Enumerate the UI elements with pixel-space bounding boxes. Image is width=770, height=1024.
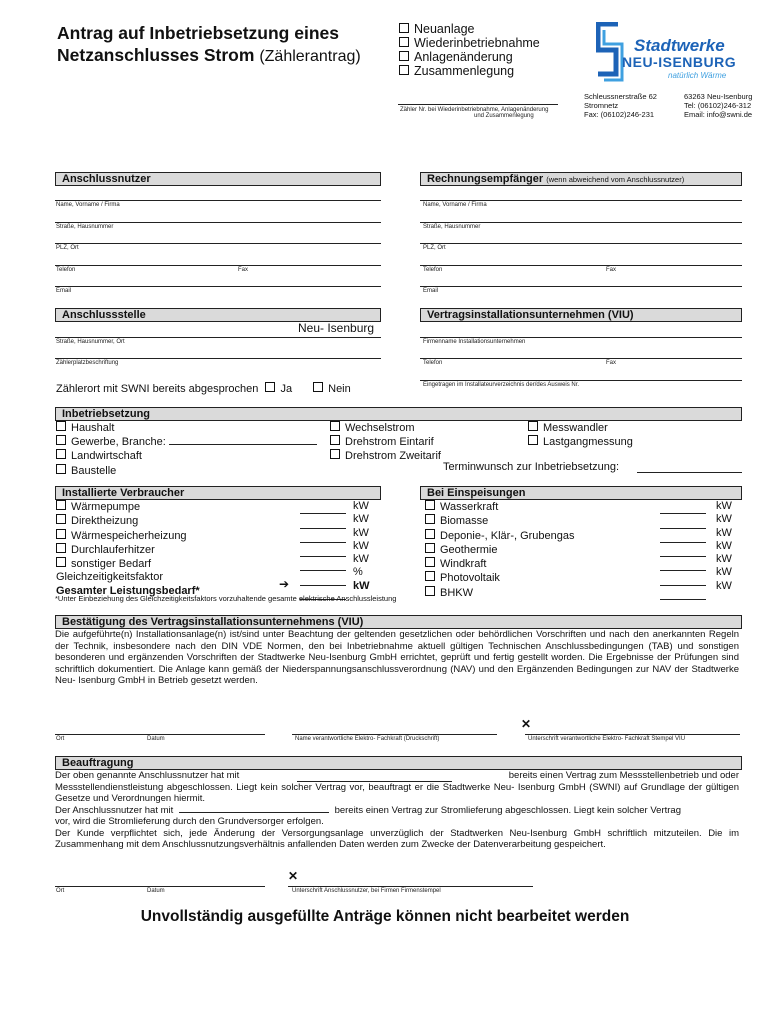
gleichzeitigkeit-label: Gleichzeitigkeitsfaktor <box>56 571 163 584</box>
application-type-options <box>399 22 540 78</box>
field-label-plz: PLZ, Ort <box>423 245 446 251</box>
field-label-eingetragen: Eingetragen im Installateurverzeichnis der/des Ausweis Nr. <box>423 382 580 388</box>
logo-text-1: Stadtwerke <box>634 36 725 55</box>
option-wiederinbetriebnahme[interactable]: Wiederinbetriebnahme <box>399 36 540 50</box>
field-label-name: Name, Vorname / Firma <box>56 202 120 208</box>
option-zusammenlegung[interactable]: Zusammenlegung <box>399 64 540 78</box>
input-messstellenbetreiber[interactable] <box>297 770 452 782</box>
input-phone[interactable] <box>420 286 742 287</box>
signature-x-icon: ✕ <box>521 717 532 731</box>
section-anschlussstelle: Anschlussstelle <box>55 308 381 322</box>
section-einspeisungen: Bei Einspeisungen <box>420 486 742 500</box>
option-deponiegas[interactable]: Deponie-, Klär-, Grubengas <box>425 529 575 543</box>
address-block: Schleussnerstraße 62 Stromnetz Fax: (06102)246-231 <box>584 92 657 119</box>
option-anlagenaenderung[interactable]: Anlagenänderung <box>399 50 540 64</box>
zaehler-nr-label: Zähler Nr. bei Wiederinbetriebnahme, Anlagenänderung und Zusammenlegung <box>400 107 549 119</box>
input-kw[interactable] <box>300 557 346 571</box>
gesamt-label: Gesamter Leistungsbedarf* <box>56 584 200 597</box>
option-biomasse[interactable]: Biomasse <box>425 514 575 528</box>
input-kw[interactable] <box>300 543 346 557</box>
input-kw[interactable] <box>300 500 346 514</box>
checkbox[interactable] <box>399 23 409 33</box>
sig-label-name: Name verantwortliche Elektro- Fachkraft (Druckschrift) <box>295 736 440 742</box>
field-label-phone: Telefon <box>56 267 76 273</box>
input-plz[interactable] <box>55 265 381 266</box>
option-geothermie[interactable]: Geothermie <box>425 543 575 557</box>
checkbox[interactable] <box>399 37 409 47</box>
section-viu: Vertragsinstallationsunternehmen (VIU) <box>420 308 742 322</box>
inbetriebsetzung-col2 <box>330 421 441 464</box>
option-wechselstrom[interactable]: Wechselstrom <box>330 421 441 435</box>
option-windkraft[interactable]: Windkraft <box>425 557 575 571</box>
sig-label-ort: Ort <box>56 888 65 894</box>
einspeisungen-inputs <box>660 500 706 600</box>
option-durchlauferhitzer[interactable]: Durchlauferhitzer <box>56 543 200 557</box>
field-label-street: Straße, Hausnummer <box>56 224 114 230</box>
input-street[interactable] <box>55 243 381 244</box>
title-subtitle: (Zählerantrag) <box>259 48 361 65</box>
input-kw[interactable] <box>660 529 706 543</box>
title-line-2: Netzanschlusses Strom <box>57 45 255 65</box>
field-label-firma: Firmenname Installationsunternehmen <box>423 339 526 345</box>
option-gewerbe[interactable]: Gewerbe, Branche: <box>56 435 317 449</box>
option-landwirtschaft[interactable]: Landwirtschaft <box>56 449 317 463</box>
input-kw[interactable] <box>660 500 706 514</box>
input-name-fachkraft[interactable] <box>292 734 497 735</box>
inbetriebsetzung-col1 <box>56 421 317 478</box>
input-zaehlerplatz[interactable] <box>55 358 381 359</box>
inbetriebsetzung-col3 <box>528 421 633 449</box>
input-terminwunsch[interactable] <box>637 472 742 473</box>
field-label-fax: Fax <box>606 360 617 366</box>
input-plz[interactable] <box>420 265 742 266</box>
input-eingetragen[interactable] <box>420 380 742 381</box>
input-street-ort[interactable] <box>55 337 381 338</box>
input-firma[interactable] <box>420 337 742 338</box>
input-unterschrift-nutzer[interactable] <box>288 886 533 887</box>
verbraucher-units: kW kW kW kW kW % kW <box>353 500 370 592</box>
form-title <box>57 22 361 68</box>
field-label-fax: Fax <box>606 267 617 273</box>
sig-label-ort: Ort <box>56 736 65 742</box>
option-lastgangmessung[interactable]: Lastgangmessung <box>528 435 633 449</box>
input-kw[interactable] <box>660 514 706 528</box>
input-kw[interactable] <box>300 529 346 543</box>
zaehlerort-question: Zählerort mit SWNI bereits abgesprochen Ja Nein <box>56 383 351 395</box>
checkbox[interactable] <box>399 51 409 61</box>
bestaetigung-text: Die aufgeführte(n) Installationsanlage(n) ist/sind unter Beachtung der geltenden gesetzlichen oder behördlichen Vorschriften und nach den anerkannten Regeln der Technik, insbesondere nach den DIN VDE Normen, den bei Inbetriebnahme aktuell gültigen Technischen Anschlussbedingungen (TAB) und sonstigen besonderen und ergänzenden Vorschriften der Stadtwerke Neu-Isenburg GmbH errichtet, geprüft und fertig gestellt worden. Die Ergebnisse der Prüfungen sind schriftlich dokumentiert. Die Anlage kann gemäß der Niederspannungsanschlussverordnung (NAV) und den Ergänzenden Bedingungen zur NAV der Stadtwerke Neu- Isenburg GmbH in Betrieb gesetzt werden. <box>55 629 739 686</box>
field-label-email: Email <box>423 288 439 294</box>
field-label-name: Name, Vorname / Firma <box>423 202 487 208</box>
option-sonstiger-bedarf[interactable]: sonstiger Bedarf <box>56 557 200 571</box>
field-label-street: Straße, Hausnummer <box>423 224 481 230</box>
section-bestaetigung: Bestätigung des Vertragsinstallationsunternehmens (VIU) <box>55 615 742 629</box>
field-label-phone: Telefon <box>423 267 443 273</box>
field-label-street-ort: Straße, Hausnummer, Ort <box>56 339 125 345</box>
input-name[interactable] <box>420 222 742 223</box>
input-viu-phone[interactable] <box>420 358 742 359</box>
section-anschlussnutzer: Anschlussnutzer <box>55 172 381 186</box>
contact-block: 63263 Neu-Isenburg Tel: (06102)246-312 Email: info@swni.de <box>684 92 753 119</box>
section-inbetriebsetzung: Inbetriebsetzung <box>55 407 742 421</box>
footer-warning: Unvollständig ausgefüllte Anträge können nicht bearbeitet werden <box>140 908 630 925</box>
sig-label-datum: Datum <box>147 888 165 894</box>
option-waermespeicherheizung[interactable]: Wärmespeicherheizung <box>56 529 200 543</box>
option-waermepumpe[interactable]: Wärmepumpe <box>56 500 200 514</box>
input-kw[interactable] <box>660 586 706 600</box>
beauftragung-text: Der oben genannte Anschlussnutzer hat mit bereits einen Vertrag zum Messstellenbetrieb und oder Messstellendienstleistung abgeschlossen. Liegt kein solcher Vertrag vor, beauftragt er die Stadtwerke Neu- Isenburg GmbH (SWNI) auf Grundlage der gültigen Gesetze und Verordnungen hiermit. Der Anschlussnutzer hat mit bereits einen Vertrag zur Stromlieferung abgeschlossen. Liegt kein solcher Vertrag vor, wird die Stromlieferung durch den Grundversorger erfolgen. Der Kunde verpflichtet sich, jede Änderung der Versorgungsanlage unverzüglich der Stadtwerken Neu-Isenburg GmbH schriftlich mitzuteilen. Die im Zusammenhang mit dem Anschlussnutzungsverhältnis anfallenden Daten werden zum Zwecke der Datenverarbeitung gespeichert. <box>55 770 739 850</box>
verbraucher-inputs <box>300 500 346 600</box>
option-drehstrom-zweitarif[interactable]: Drehstrom Zweitarif <box>330 449 441 463</box>
einspeisungen-list <box>425 500 575 600</box>
checkbox-ja[interactable] <box>265 382 275 392</box>
sig-label-unterschrift: Unterschrift Anschlussnutzer, bei Firmen Firmenstempel <box>292 888 441 894</box>
option-photovoltaik[interactable]: Photovoltaik <box>425 571 575 585</box>
input-unterschrift-viu[interactable] <box>525 734 740 735</box>
section-rechnungsempfaenger: Rechnungsempfänger (wenn abweichend vom Anschlussnutzer) <box>420 172 742 186</box>
option-baustelle[interactable]: Baustelle <box>56 464 317 478</box>
input-phone[interactable] <box>55 286 381 287</box>
input-kw[interactable] <box>660 571 706 585</box>
field-label-zaehlerplatz: Zählerplatzbeschriftung <box>56 360 119 366</box>
verbraucher-footnote: *Unter Einbeziehung des Gleichzeitigkeitsfaktors vorzuhaltende gesamte elektrische Anschlussleistung <box>55 594 397 603</box>
input-percent[interactable] <box>300 571 346 585</box>
einspeisungen-units: kW kW kW kW kW kW kW <box>716 500 732 592</box>
signature-x-icon: ✕ <box>288 869 299 883</box>
checkbox-nein[interactable] <box>313 382 323 392</box>
option-messwandler[interactable]: Messwandler <box>528 421 633 435</box>
input-stromlieferant[interactable] <box>179 812 329 813</box>
option-neuanlage[interactable]: Neuanlage <box>399 22 540 36</box>
input-kw[interactable] <box>660 557 706 571</box>
field-label-fax: Fax <box>238 267 249 273</box>
input-kw[interactable] <box>660 543 706 557</box>
ort-value: Neu- Isenburg <box>298 321 375 335</box>
field-label-plz: PLZ, Ort <box>56 245 79 251</box>
section-verbraucher: Installierte Verbraucher <box>55 486 381 500</box>
option-drehstrom-eintarif[interactable]: Drehstrom Eintarif <box>330 435 441 449</box>
input-kw[interactable] <box>300 514 346 528</box>
option-direktheizung[interactable]: Direktheizung <box>56 514 200 528</box>
input-name[interactable] <box>55 222 381 223</box>
input-ort-datum[interactable] <box>55 886 265 887</box>
section-beauftragung: Beauftragung <box>55 756 742 770</box>
logo-text-2: NEU-ISENBURG <box>622 54 737 70</box>
sig-label-datum: Datum <box>147 736 165 742</box>
logo-tagline: natürlich Wärme <box>668 71 727 80</box>
checkbox[interactable] <box>399 65 409 75</box>
title-line-1: Antrag auf Inbetriebsetzung eines <box>57 23 339 43</box>
input-street[interactable] <box>420 243 742 244</box>
verbraucher-list <box>56 500 200 598</box>
arrow-icon: ➔ <box>279 577 290 591</box>
field-label-email: Email <box>56 288 72 294</box>
option-wasserkraft[interactable]: Wasserkraft <box>425 500 575 514</box>
option-haushalt[interactable]: Haushalt <box>56 421 317 435</box>
field-label-phone: Telefon <box>423 360 443 366</box>
input-ort-datum[interactable] <box>55 734 265 735</box>
zaehler-nr-field[interactable] <box>398 104 558 105</box>
option-bhkw[interactable]: BHKW <box>425 586 575 600</box>
terminwunsch-label: Terminwunsch zur Inbetriebsetzung: <box>443 461 620 473</box>
sig-label-unterschrift: Unterschrift verantwortliche Elektro- Fachkraft Stempel VIU <box>528 736 686 742</box>
